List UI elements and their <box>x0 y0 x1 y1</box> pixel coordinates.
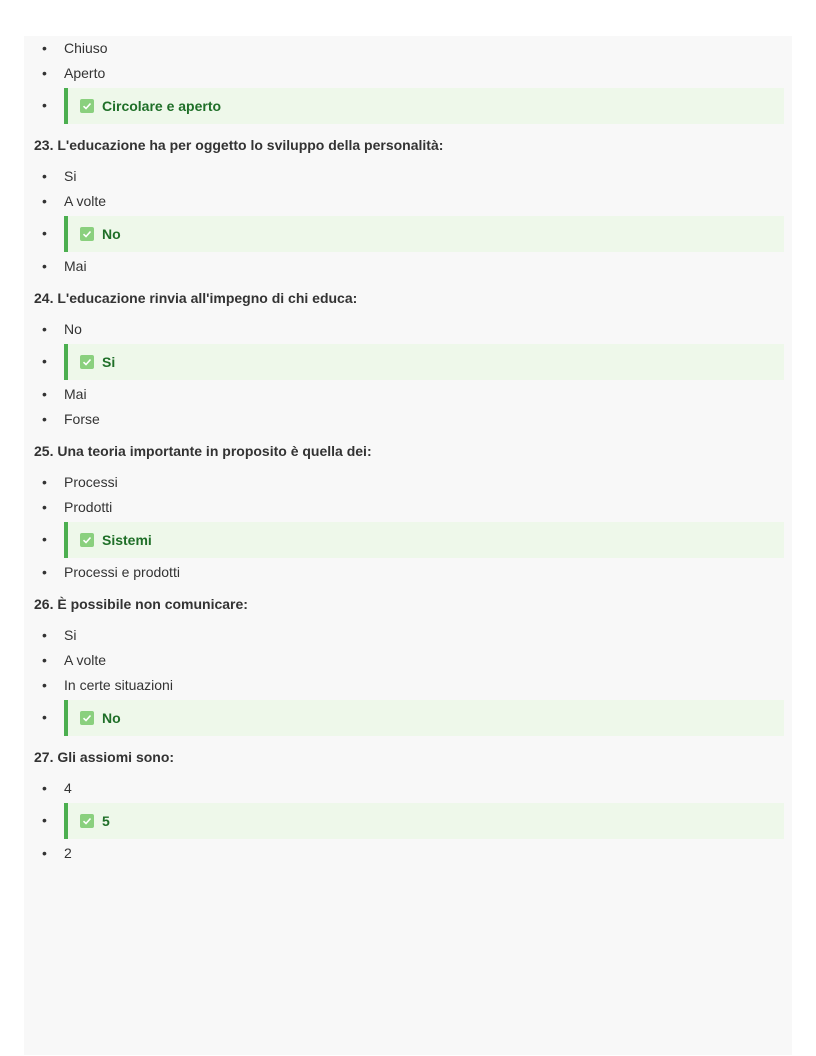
bullet: • <box>42 627 47 643</box>
list-item <box>32 36 784 61</box>
answer-box <box>64 522 784 558</box>
q27-options <box>32 776 784 866</box>
q25-options <box>32 470 784 585</box>
bullet: • <box>42 780 47 796</box>
correct-answer <box>32 522 784 558</box>
correct-answer <box>32 803 784 839</box>
check-square-icon <box>80 533 94 547</box>
question-title: 23. L'educazione ha per oggetto lo sviluppo della personalità: <box>34 137 444 153</box>
list-item <box>32 382 784 407</box>
option-label: No <box>64 321 82 337</box>
list-item <box>32 254 784 279</box>
q24-options <box>32 317 784 432</box>
answer-box <box>64 88 784 124</box>
q26-options <box>32 623 784 736</box>
bullet: • <box>42 168 47 184</box>
bullet: • <box>42 258 47 274</box>
bullet: • <box>42 499 47 515</box>
question-title: 26. È possibile non comunicare: <box>34 596 248 612</box>
bullet: • <box>42 812 47 828</box>
answer-label: Sistemi <box>102 531 152 548</box>
option-label: 2 <box>64 845 72 861</box>
correct-answer <box>32 700 784 736</box>
answer-label: Si <box>102 353 116 370</box>
list-item <box>32 470 784 495</box>
answer-label: No <box>102 709 121 726</box>
option-label: Forse <box>64 411 100 427</box>
bullet: • <box>42 474 47 490</box>
bullet: • <box>42 564 47 580</box>
question-title: 24. L'educazione rinvia all'impegno di chi educa: <box>34 290 358 306</box>
bullet: • <box>42 40 47 56</box>
bullet: • <box>42 709 47 725</box>
list-item <box>32 776 784 801</box>
answer-box <box>64 216 784 252</box>
correct-answer <box>32 344 784 380</box>
bullet: • <box>42 411 47 427</box>
bullet: • <box>42 845 47 861</box>
answer-label: 5 <box>102 812 110 829</box>
option-label: Processi e prodotti <box>64 564 180 580</box>
bullet: • <box>42 652 47 668</box>
option-label: A volte <box>64 652 107 668</box>
option-label: Prodotti <box>64 499 113 515</box>
option-label: Si <box>64 627 77 643</box>
check-square-icon <box>80 99 94 113</box>
option-label: A volte <box>64 193 107 209</box>
q23-options <box>32 164 784 279</box>
check-square-icon <box>80 355 94 369</box>
correct-answer <box>32 216 784 252</box>
list-item <box>32 495 784 520</box>
answer-box <box>64 344 784 380</box>
list-item <box>32 317 784 342</box>
bullet: • <box>42 353 47 369</box>
list-item <box>32 164 784 189</box>
list-item <box>32 61 784 86</box>
option-label: 4 <box>64 780 72 796</box>
list-item <box>32 560 784 585</box>
option-label: Aperto <box>64 65 106 81</box>
answer-box <box>64 700 784 736</box>
list-item <box>32 841 784 866</box>
list-item <box>32 623 784 648</box>
question-title: 27. Gli assiomi sono: <box>34 749 175 765</box>
list-item <box>32 407 784 432</box>
list-item <box>32 189 784 214</box>
q22-options <box>32 36 784 124</box>
check-square-icon <box>80 227 94 241</box>
question-title: 25. Una teoria importante in proposito è quella dei: <box>34 443 372 459</box>
check-square-icon <box>80 814 94 828</box>
quiz-page <box>24 36 792 1055</box>
bullet: • <box>42 531 47 547</box>
option-label: In certe situazioni <box>64 677 173 693</box>
answer-box <box>64 803 784 839</box>
bullet: • <box>42 97 47 113</box>
option-label: Chiuso <box>64 40 108 56</box>
bullet: • <box>42 65 47 81</box>
list-item <box>32 648 784 673</box>
bullet: • <box>42 225 47 241</box>
bullet: • <box>42 677 47 693</box>
check-square-icon <box>80 711 94 725</box>
bullet: • <box>42 321 47 337</box>
answer-label: Circolare e aperto <box>102 97 222 114</box>
quiz-content <box>24 36 792 866</box>
bullet: • <box>42 193 47 209</box>
option-label: Mai <box>64 386 87 402</box>
option-label: Si <box>64 168 77 184</box>
bullet: • <box>42 386 47 402</box>
option-label: Processi <box>64 474 118 490</box>
correct-answer <box>32 88 784 124</box>
option-label: Mai <box>64 258 87 274</box>
answer-label: No <box>102 225 121 242</box>
list-item <box>32 673 784 698</box>
